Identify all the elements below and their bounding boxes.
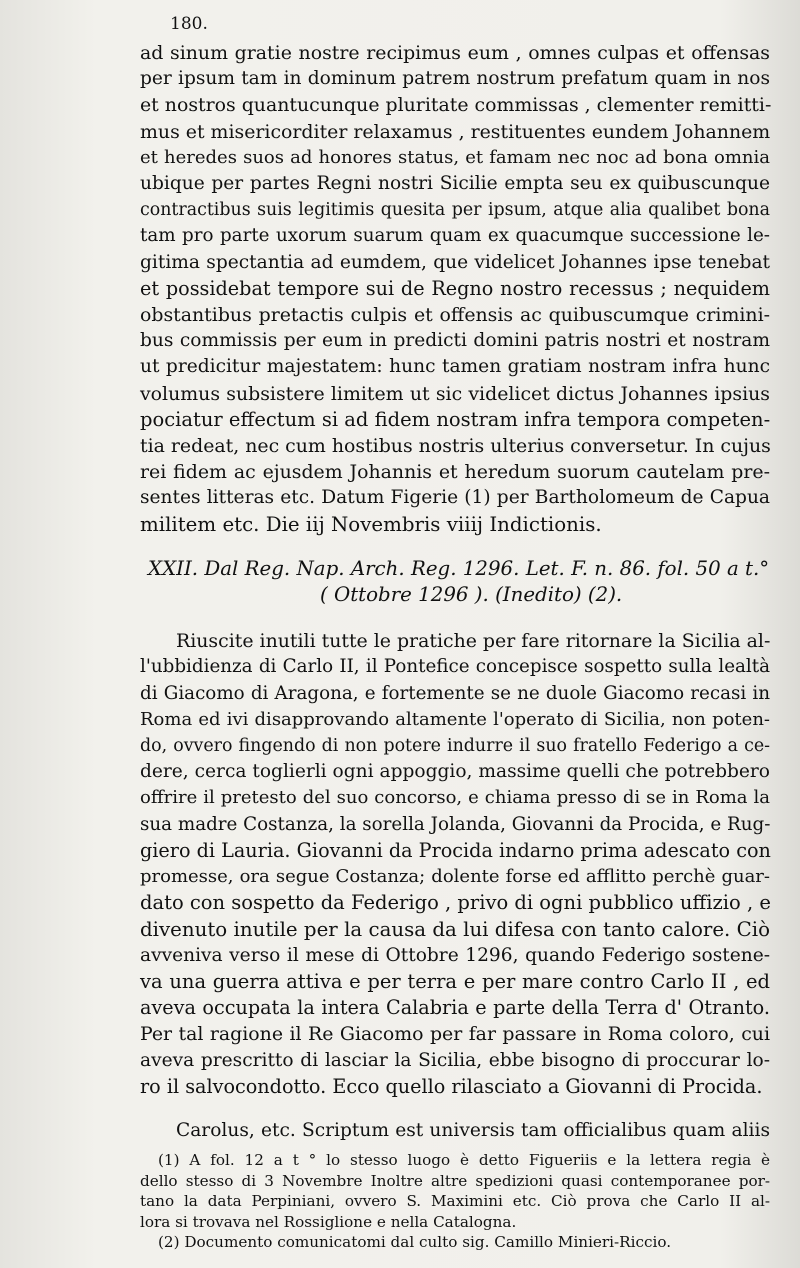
- text-line: obstantibus pretactis culpis et offensis ac quibuscumque crimini-: [140, 304, 770, 327]
- document-opening: [140, 1118, 770, 1144]
- text-line: contractibus suis legitimis quesita per ipsum, atque alia qualibet bona: [140, 200, 770, 221]
- heading-line: XXII. Dal Reg. Nap. Arch. Reg. 1296. Let. F. n. 86. fol. 50 a t.°: [148, 556, 770, 580]
- italian-paragraph: [140, 628, 770, 1100]
- heading-line: ( Ottobre 1296 ). (Inedito) (2).: [320, 583, 623, 607]
- text-line: giero di Lauria. Giovanni da Procida indarno prima adescato con: [140, 838, 771, 862]
- text-line: Riuscite inutili tutte le pratiche per fare ritornare la Sicilia al-: [176, 630, 771, 653]
- text-line: per ipsum tam in dominum patrem nostrum prefatum quam in nos: [140, 68, 770, 90]
- text-line: ut predicitur majestatem: hunc tamen gratiam nostram infra hunc: [140, 356, 770, 378]
- text-line: offrire il pretesto del suo concorso, e chiama presso di se in Roma la: [140, 787, 770, 809]
- text-line: gitima spectantia ad eumdem, que videlicet Johannes ipse tenebat: [140, 251, 770, 273]
- text-line: volumus subsistere limitem ut sic videlicet dictus Johannes ipsius: [140, 382, 770, 405]
- text-line: mus et misericorditer relaxamus , restituentes eundem Johannem: [140, 120, 771, 143]
- text-line: sentes litteras etc. Datum Figerie (1) per Bartholomeum de Capua: [140, 487, 770, 509]
- text-line: Per tal ragione il Re Giacomo per far passare in Roma coloro, cui: [140, 1023, 770, 1046]
- text-line: et heredes suos ad honores status, et famam nec noc ad bona omnia: [140, 146, 770, 168]
- text-line: promesse, ora segue Costanza; dolente forse ed afflitto perchè guar-: [140, 866, 770, 888]
- text-line: militem etc. Die iij Novembris viiij Indictionis.: [140, 512, 602, 536]
- footnotes: [140, 1150, 770, 1253]
- text-line: bus commissis per eum in predicti domini patris nostri et nostram: [140, 330, 770, 352]
- footnote-line: lora si trovava nel Rossiglione e nella Catalogna.: [140, 1212, 517, 1231]
- text-line: Carolus, etc. Scriptum est universis tam officialibus quam aliis: [176, 1119, 770, 1141]
- text-line: et possidebat tempore sui de Regno nostro recessus ; nequidem: [140, 276, 770, 300]
- footnote-line: tano la data Perpiniani, ovvero S. Maximini etc. Ciò prova che Carlo II al-: [140, 1192, 770, 1211]
- text-line: rei fidem ac ejusdem Johannis et heredum suorum cautelam pre-: [140, 461, 770, 484]
- text-line: l'ubbidienza di Carlo II, il Pontefice concepisce sospetto sulla lealtà: [140, 656, 770, 678]
- text-line: tam pro parte uxorum suarum quam ex quacumque successione le-: [140, 225, 770, 247]
- page-number: 180.: [170, 14, 208, 34]
- text-line: divenuto inutile per la causa da lui difesa con tanto calore. Ciò: [140, 917, 770, 941]
- text-line: va una guerra attiva e per terra e per mare contro Carlo II , ed: [140, 969, 770, 993]
- text-line: ro il salvocondotto. Ecco quello rilasciato a Giovanni di Procida.: [140, 1074, 763, 1098]
- text-line: Roma ed ivi disapprovando altamente l'operato di Sicilia, non poten-: [140, 708, 770, 730]
- text-line: sua madre Costanza, la sorella Jolanda, Giovanni da Procida, e Rug-: [140, 813, 771, 835]
- text-line: ubique per partes Regni nostri Sicilie empta seu ex quibuscunque: [140, 173, 770, 195]
- text-line: aveva prescritto di lasciar la Sicilia, ebbe bisogno di proccurar lo-: [140, 1049, 770, 1071]
- text-line: aveva occupata la intera Calabria e parte della Terra d' Otranto.: [140, 996, 770, 1020]
- text-line: dere, cerca toglierli ogni appoggio, massime quelli che potrebbero: [140, 761, 770, 783]
- text-line: tia redeat, nec cum hostibus nostris ulterius conversetur. In cujus: [140, 435, 771, 458]
- text-line: dato con sospetto da Federigo , privo di ogni pubblico uffizio , e: [140, 891, 771, 915]
- text-line: do, ovvero fingendo di non potere indurre il suo fratello Federigo a ce-: [140, 736, 770, 757]
- footnote-line: dello stesso di 3 Novembre Inoltre altre spedizioni quasi contemporanee por-: [140, 1171, 770, 1190]
- text-line: et nostros quantucunque pluritate commissas , clementer remitti-: [140, 94, 772, 117]
- text-line: ad sinum gratie nostre recipimus eum , omnes culpas et offensas: [140, 42, 770, 64]
- text-line: di Giacomo di Aragona, e fortemente se ne duole Giacomo recasi in: [140, 682, 770, 704]
- section-heading: [140, 556, 770, 608]
- footnote-line: (2) Documento comunicatomi dal culto sig. Camillo Minieri-Riccio.: [158, 1233, 672, 1252]
- latin-document-text: [140, 40, 770, 538]
- text-line: pociatur effectum si ad fidem nostram infra tempora competen-: [140, 407, 771, 431]
- text-line: avveniva verso il mese di Ottobre 1296, quando Federigo sostene-: [140, 944, 770, 966]
- footnote-line: (1) A fol. 12 a t ° lo stesso luogo è detto Figueriis e la lettera regia è: [158, 1151, 770, 1170]
